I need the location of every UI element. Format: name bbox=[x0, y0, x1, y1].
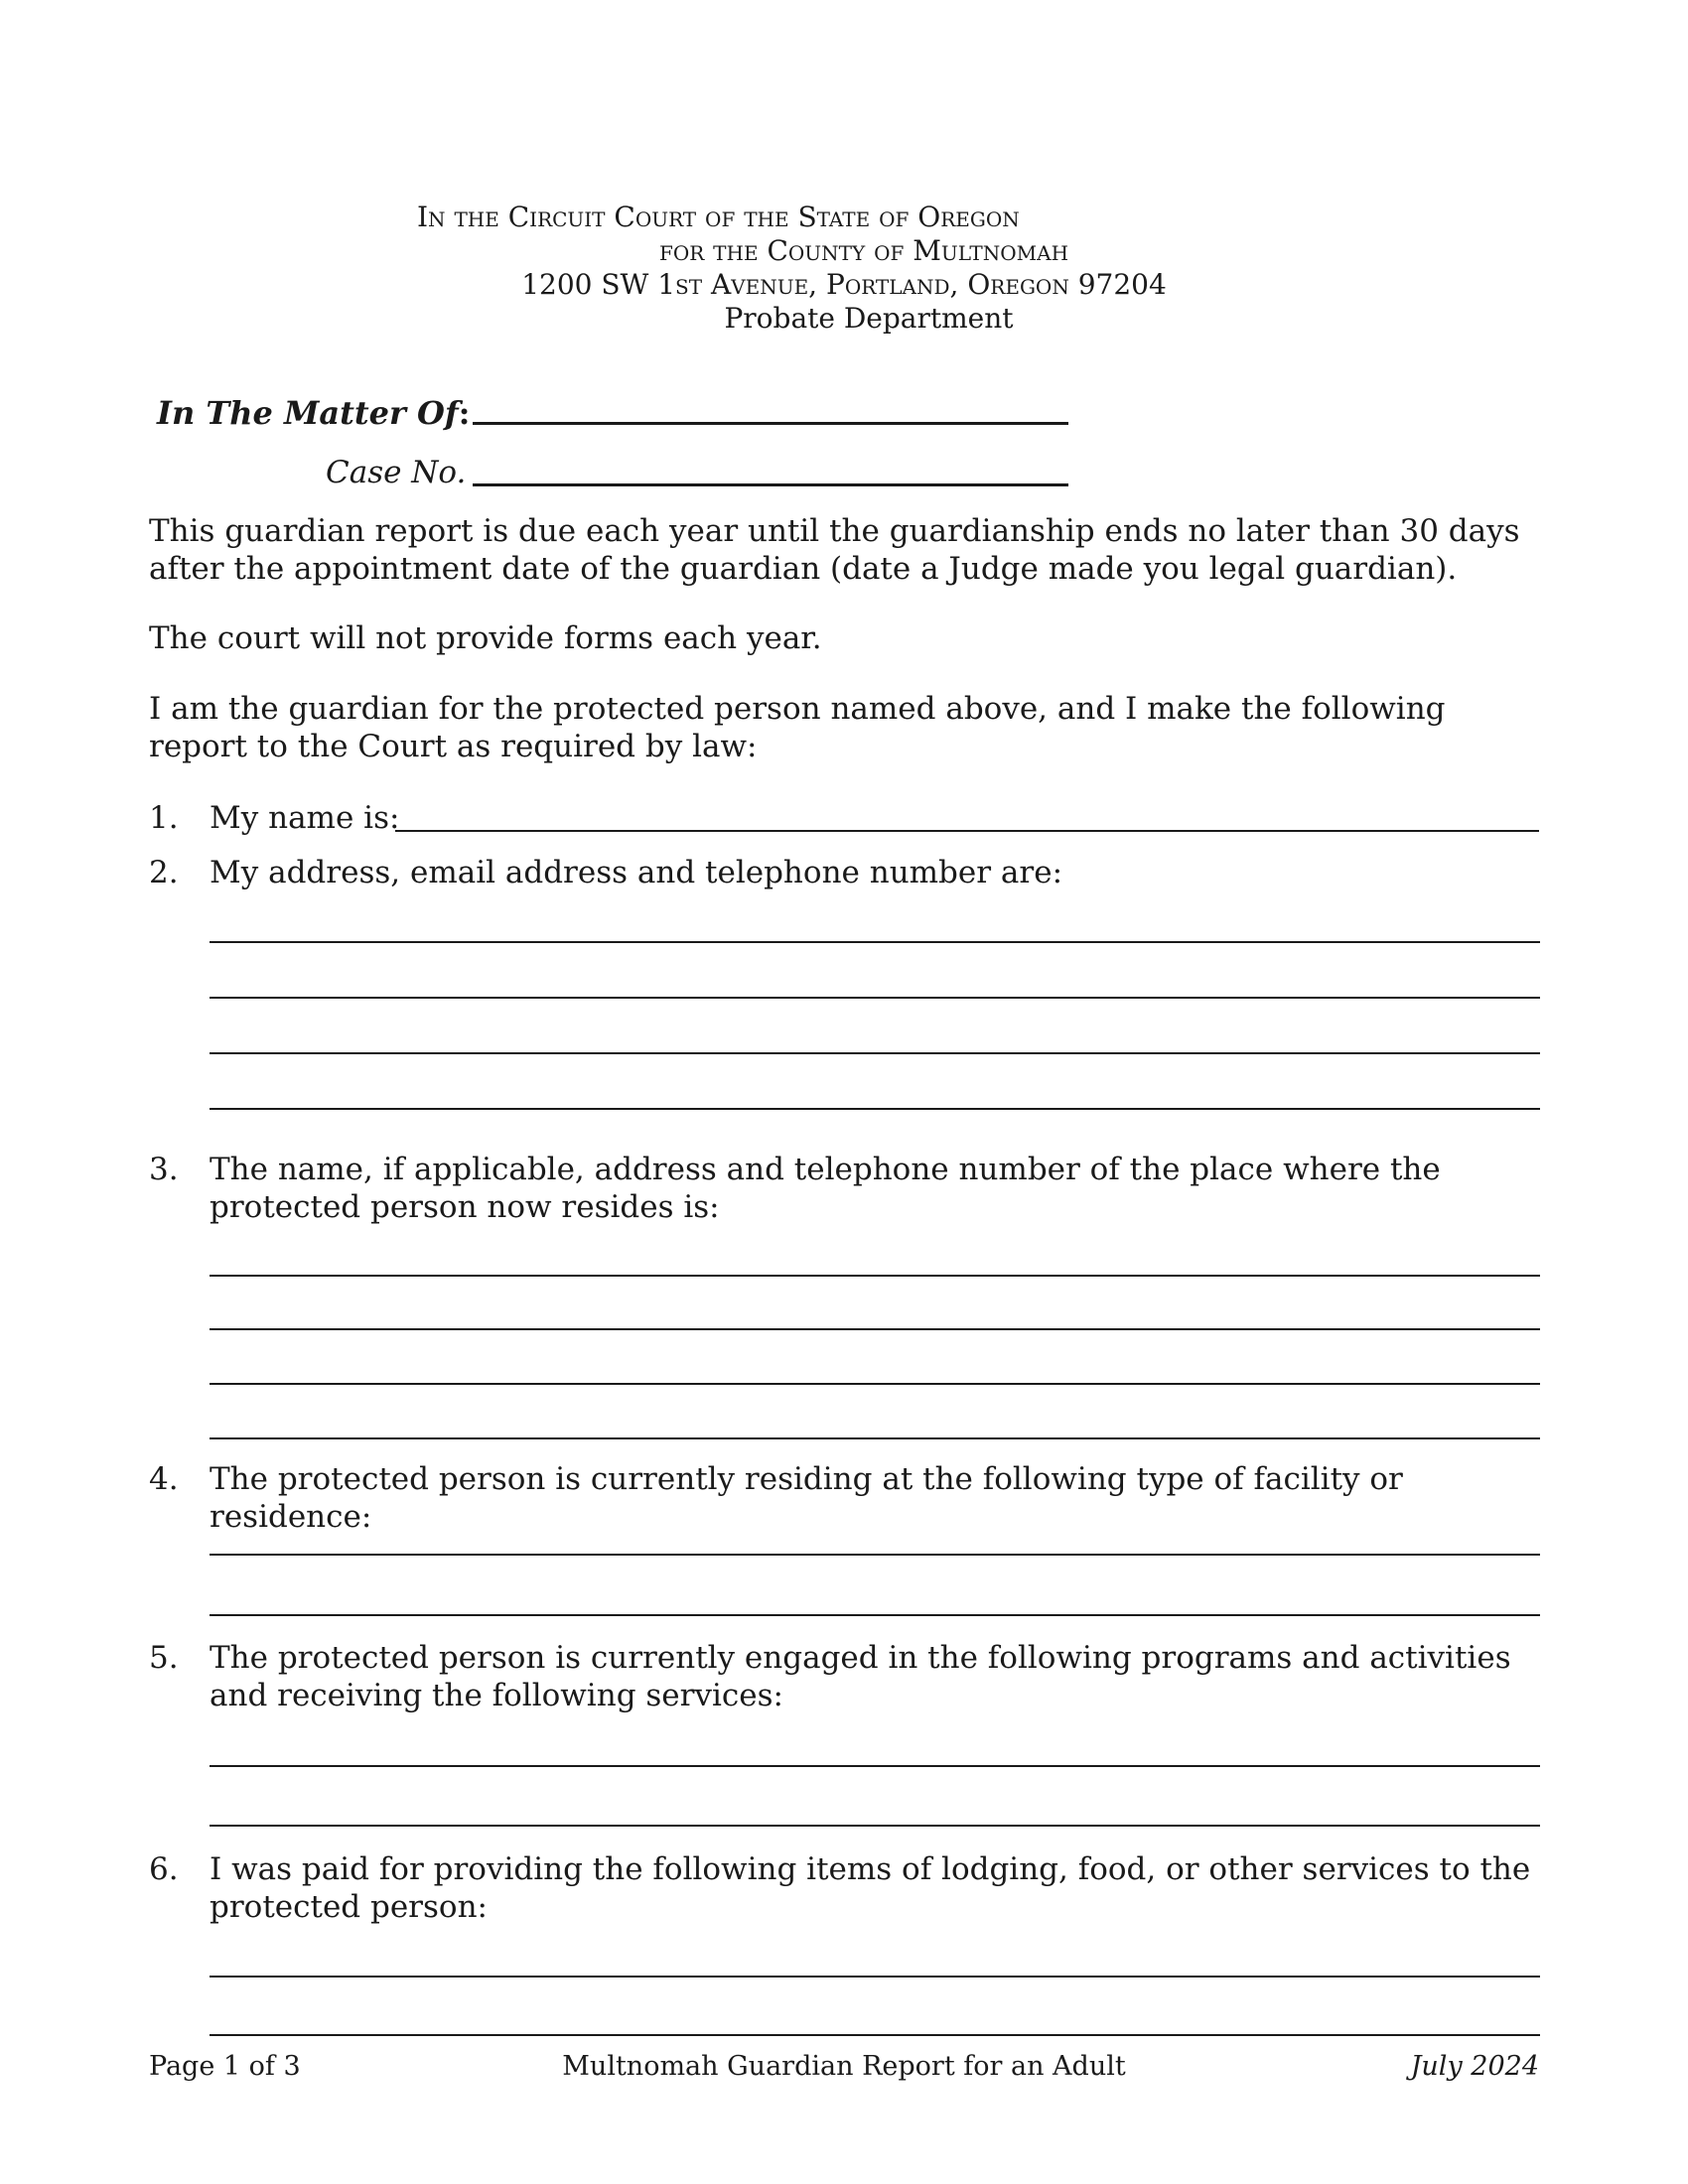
court-county-line: for the County of Multnomah bbox=[658, 234, 1069, 267]
matter-colon: : bbox=[458, 394, 471, 432]
item-programs-label: The protected person is currently engaged in the following programs and activities and receiving the following services: bbox=[210, 1640, 1511, 1713]
residence-line bbox=[210, 1437, 1540, 1439]
facility-input[interactable] bbox=[210, 1509, 1540, 1618]
facility-line bbox=[210, 1614, 1540, 1616]
guardian-name-underline bbox=[395, 830, 1539, 832]
payment-input[interactable] bbox=[210, 1931, 1540, 2040]
residence-line bbox=[210, 1383, 1540, 1385]
court-address: 1200 SW 1st Avenue, Portland, Oregon 97204 bbox=[521, 268, 1167, 301]
facility-line bbox=[210, 1554, 1540, 1556]
programs-line bbox=[210, 1765, 1540, 1767]
payment-line bbox=[210, 1976, 1540, 1978]
intro-paragraph-forms: The court will not provide forms each year. bbox=[149, 620, 822, 656]
intro-paragraph-report: I am the guardian for the protected person named above, and I make the following report to the Court as required by law: bbox=[149, 691, 1446, 764]
residence-input[interactable] bbox=[210, 1236, 1540, 1444]
item-facility-label: The protected person is currently residing at the following type of facility or residence: bbox=[210, 1461, 1403, 1535]
court-department: Probate Department bbox=[724, 302, 1014, 335]
court-name-line1: In the Circuit Court of the State of Oregon bbox=[417, 201, 1020, 233]
payment-line bbox=[210, 2034, 1540, 2036]
programs-input[interactable] bbox=[210, 1722, 1540, 1832]
guardian-contact-input[interactable] bbox=[210, 903, 1540, 1112]
programs-line bbox=[210, 1825, 1540, 1827]
item-address-label: My address, email address and telephone number are: bbox=[210, 855, 1063, 890]
residence-line bbox=[210, 1275, 1540, 1277]
address-line bbox=[210, 1108, 1540, 1110]
matter-label-text: In The Matter Of bbox=[157, 394, 459, 432]
item-number: 6. bbox=[149, 1851, 179, 1887]
item-number: 1. bbox=[149, 800, 179, 836]
footer-form-title: Multnomah Guardian Report for an Adult bbox=[562, 2051, 1126, 2082]
footer-date: July 2024 bbox=[1410, 2051, 1539, 2082]
case-label: Case No. bbox=[326, 455, 467, 490]
item-payment-label: I was paid for providing the following items of lodging, food, or other services to the protected person: bbox=[210, 1851, 1531, 1925]
item-residence-label: The name, if applicable, address and telephone number of the place where the protected person now resides is: bbox=[210, 1152, 1441, 1225]
footer-page-number: Page 1 of 3 bbox=[149, 2051, 301, 2082]
item-name-label: My name is: bbox=[210, 800, 400, 836]
matter-underline bbox=[473, 422, 1068, 425]
intro-paragraph-due: This guardian report is due each year until the guardianship ends no later than 30 days after the appointment date of the guardian (date a Judge made you legal guardian). bbox=[149, 513, 1520, 587]
matter-input[interactable] bbox=[473, 393, 1068, 433]
item-number: 2. bbox=[149, 855, 179, 890]
address-line bbox=[210, 1052, 1540, 1054]
item-number: 3. bbox=[149, 1152, 179, 1187]
item-number: 4. bbox=[149, 1461, 179, 1497]
case-number-underline bbox=[473, 483, 1068, 486]
address-line bbox=[210, 997, 1540, 999]
residence-line bbox=[210, 1328, 1540, 1330]
address-line bbox=[210, 941, 1540, 943]
item-number: 5. bbox=[149, 1640, 179, 1676]
case-number-input[interactable] bbox=[473, 453, 1068, 492]
matter-label bbox=[157, 393, 470, 433]
